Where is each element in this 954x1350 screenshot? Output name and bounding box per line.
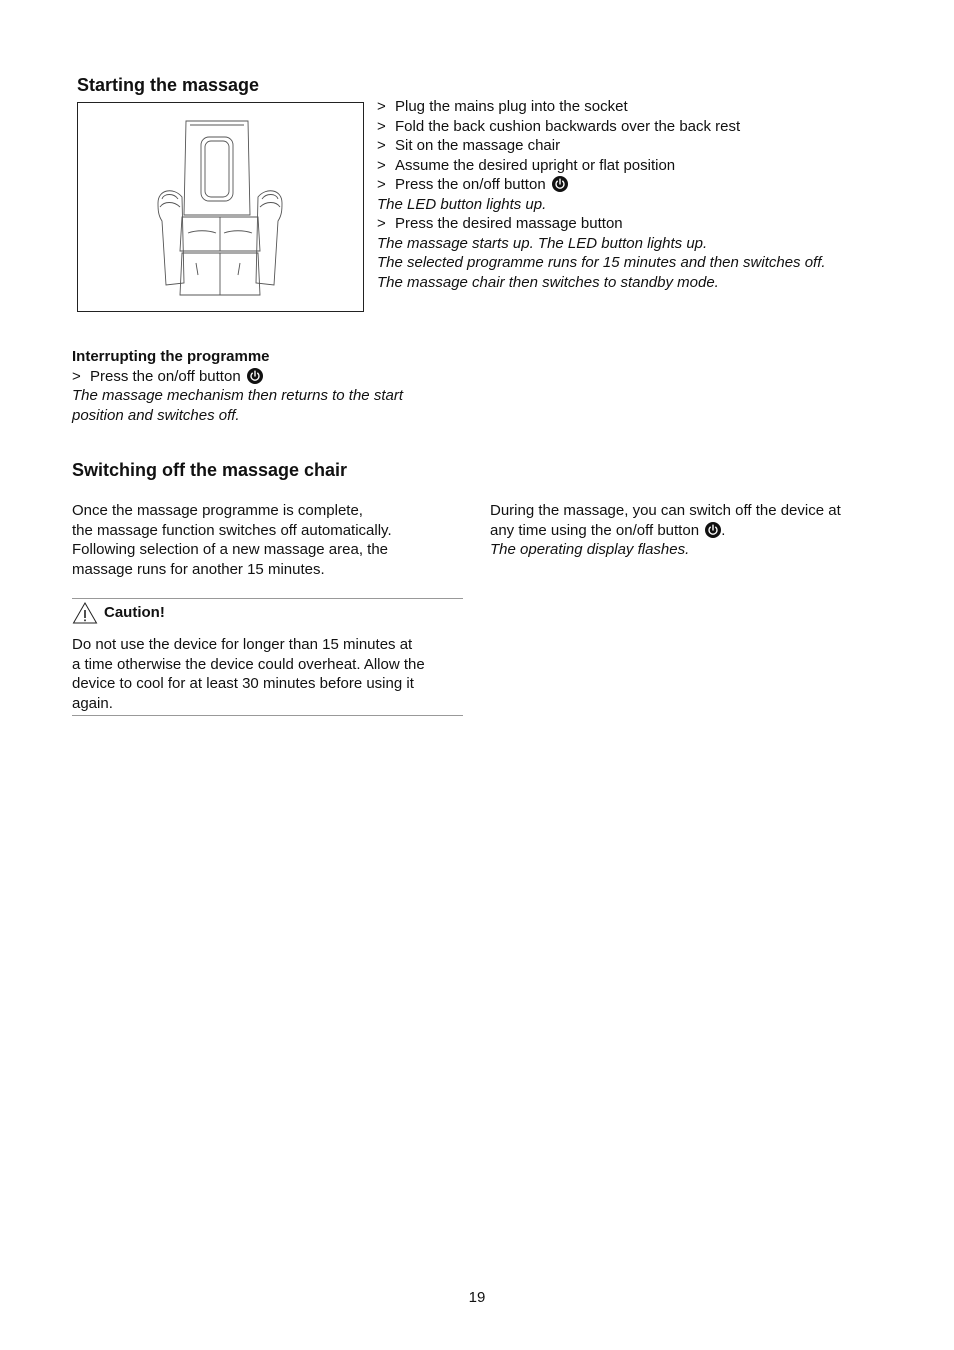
step-item: > Sit on the massage chair [377,137,561,154]
section-heading-start: Starting the massage [77,75,260,95]
result-text: The massage mechanism then returns to the start [72,387,403,404]
paragraph-line: a time otherwise the device could overheat. Allow the [72,655,425,673]
start-instructions [377,97,826,292]
caution-bottom-rule [72,715,463,716]
section-heading-interrupt: Interrupting the programme [72,348,270,365]
paragraph-line: again. [72,694,113,712]
paragraph-line: the massage function switches off automatically. [72,521,392,539]
page-number: 19 [468,1289,486,1306]
step-item: > Press the on/off button [72,367,403,387]
paragraph-line: Once the massage programme is complete, [72,502,363,519]
chair-figure [77,102,364,312]
warning-triangle-icon [72,601,98,625]
paragraph-line: During the massage, you can switch off the device at [490,502,841,519]
switchoff-left-paragraph [72,501,392,579]
paragraph-line: any time using the on/off button . [490,521,726,539]
power-icon [247,368,263,384]
paragraph-line: massage runs for another 15 minutes. [72,560,325,578]
result-text: position and switches off. [72,406,240,424]
step-item: > Plug the mains plug into the socket [377,98,628,115]
caution-title: Caution! [104,604,165,621]
result-text: The selected programme runs for 15 minutes and then switches off. [377,254,826,271]
massage-chair-illustration [78,103,363,311]
step-item: > Fold the back cushion backwards over the back rest [377,117,741,135]
result-text: The operating display flashes. [490,541,690,558]
step-item: > Press the desired massage button [377,215,623,232]
step-item: > Press the on/off button [377,175,826,195]
caution-top-rule [72,598,463,599]
power-icon [705,522,721,538]
switchoff-right-paragraph [490,501,841,560]
caution-text [72,635,425,713]
interrupt-section [72,347,403,425]
paragraph-line: Following selection of a new massage area, the [72,541,389,558]
result-text: The massage starts up. The LED button lights up. [377,234,708,252]
paragraph-line: Do not use the device for longer than 15 minutes at [72,636,413,653]
step-item: > Assume the desired upright or flat position [377,156,676,174]
section-heading-switchoff: Switching off the massage chair [72,460,348,480]
result-text: The massage chair then switches to standby mode. [377,273,719,291]
power-icon [552,176,568,192]
paragraph-line: device to cool for at least 30 minutes before using it [72,675,414,692]
result-text: The LED button lights up. [377,195,547,213]
